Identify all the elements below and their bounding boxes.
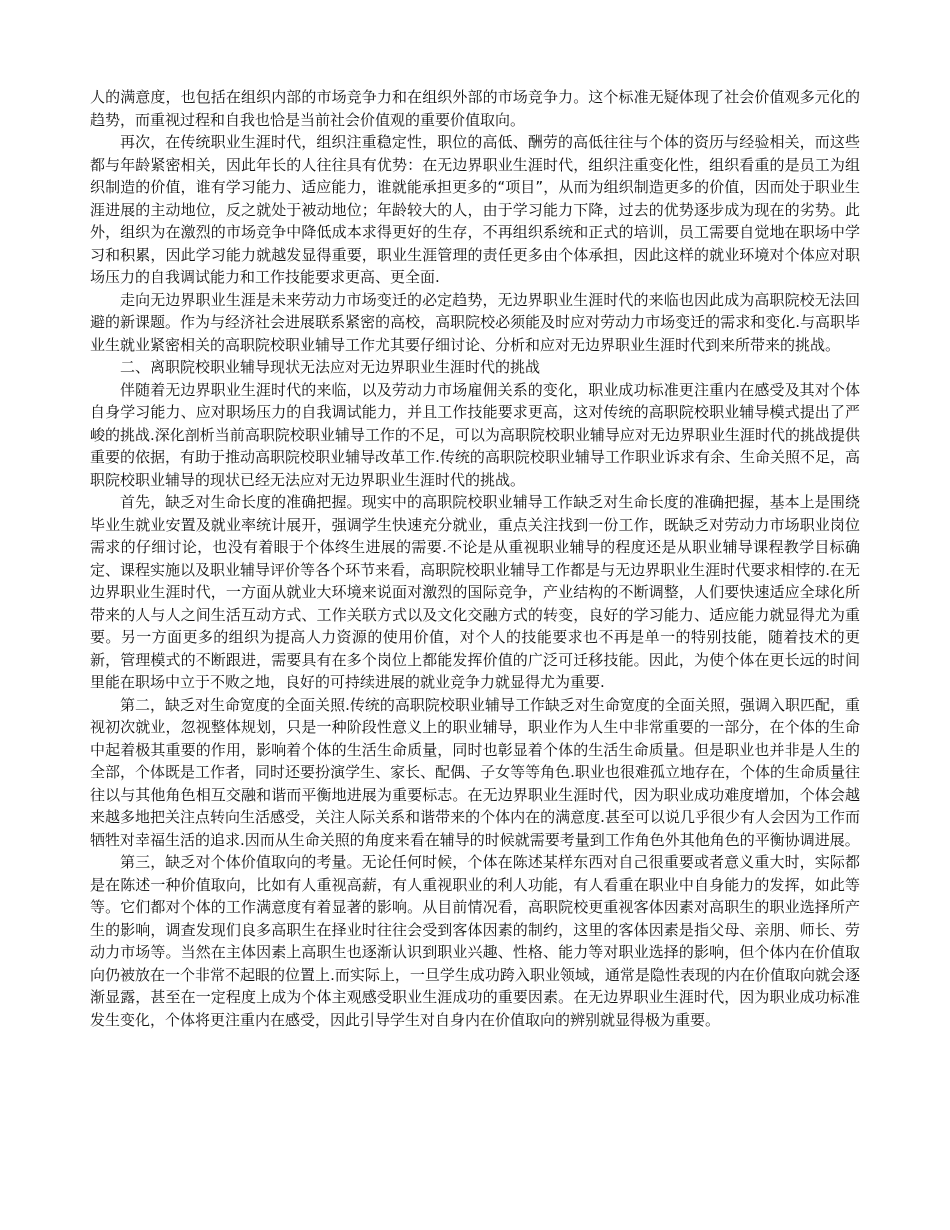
paragraph: 首先，缺乏对生命长度的准确把握。现实中的高职院校职业辅导工作缺乏对生命长度的准确把握，基本上是围绕毕业生就业安置及就业率统计展开，强调学生快速充分就业，重点关注找到一份工作，既缺乏对劳动力市场职业岗位需求的仔细讨论，也没有着眼于个体终生进展的需要.不论是从重视职业辅导的程度还是从职业辅导课程教学目标确定、课程实施以及职业辅导评价等各个环节来看，高职院校职业辅导工作都是与无边界职业生涯时代要求相悖的.在无边界职业生涯时代，一方面从就业大环境来说面对激烈的国际竞争，产业结构的不断调整，人们要快速适应全球化所带来的人与人之间生活互动方式、工作关联方式以及文化交融方式的转变，良好的学习能力、适应能力就显得尤为重要。另一方面更多的组织为提高人力资源的使用价值，对个人的技能要求也不再是单一的特别技能，随着技术的更新，管理模式的不断跟进，需要具有在多个岗位上都能发挥价值的广泛可迁移技能。因此，为使个体在更长远的时间里能在职场中立于不败之地，良好的可持续进展的就业竞争力就显得尤为重要. <box>90 493 860 691</box>
paragraph: 伴随着无边界职业生涯时代的来临，以及劳动力市场雇佣关系的变化，职业成功标准更注重内在感受及其对个体自身学习能力、应对职场压力的自我调试能力，并且工作技能要求更高，这对传统的高职院校职业辅导模式提出了严峻的挑战.深化剖析当前高职院校职业辅导工作的不足，可以为高职院校职业辅导应对无边界职业生涯时代的挑战提供重要的依据，有助于推动高职院校职业辅导改革工作.传统的高职院校职业辅导工作职业诉求有余、生命关照不足，高职院校职业辅导的现状已经无法应对无边界职业生涯时代的挑战。 <box>90 380 860 489</box>
paragraph: 走向无边界职业生涯是未来劳动力市场变迁的必定趋势，无边界职业生涯时代的来临也因此成为高职院校无法回避的新课题。作为与经济社会进展联系紧密的高校，高职院校必须能及时应对劳动力市场变迁的需求和变化.与高职毕业生就业紧密相关的高职院校职业辅导工作尤其要仔细讨论、分析和应对无边界职业生涯时代到来所带来的挑战。 <box>90 290 860 354</box>
document-body <box>90 86 860 1031</box>
paragraph: 再次，在传统职业生涯时代，组织注重稳定性，职位的高低、酬劳的高低往往与个体的资历与经验相关，而这些都与年龄紧密相关，因此年长的人往往具有优势：在无边界职业生涯时代，组织注重变化性，组织看重的是员工为组织制造的价值，谁有学习能力、适应能力，谁就能承担更多的“项目”，从而为组织制造更多的价值，因而处于职业生涯进展的主动地位，反之就处于被动地位；年龄较大的人，由于学习能力下降，过去的优势逐步成为现在的劣势。此外，组织为在激烈的市场竞争中降低成本求得更好的生存，不再组织系统和正式的培训，员工需要自觉地在职场中学习和积累，因此学习能力就越发显得重要，职业生涯管理的责任更多由个体承担，因此这样的就业环境对个体应对职场压力的自我调试能力和工作技能要求更高、更全面. <box>90 133 860 286</box>
paragraph: 第二，缺乏对生命宽度的全面关照.传统的高职院校职业辅导工作缺乏对生命宽度的全面关照，强调入职匹配，重视初次就业，忽视整体规划，只是一种阶段性意义上的职业辅导，职业作为人生中非常重要的一部分，在个体的生命中起着极其重要的作用，影响着个体的生活生命质量，同时也彰显着个体的生活生命质量。但是职业也并非是人生的全部，个体既是工作者，同时还要扮演学生、家长、配偶、子女等等角色.职业也很难孤立地存在，个体的生命质量往往以与其他角色相互交融和谐而平衡地进展为重要标志。在无边界职业生涯时代，因为职业成功难度增加，个体会越来越多地把关注点转向生活感受，关注人际关系和谐带来的个体内在的满意度.甚至可以说几乎很少有人会因为工作而牺牲对幸福生活的追求.因而从生命关照的角度来看在辅导的时候就需要考量到工作角色外其他角色的平衡协调进展。 <box>90 695 860 849</box>
paragraph: 第三，缺乏对个体价值取向的考量。无论任何时候，个体在陈述某样东西对自己很重要或者意义重大时，实际都是在陈述一种价值取向，比如有人重视高薪，有人重视职业的利人功能，有人看重在职业中自身能力的发挥，如此等等。它们都对个体的工作满意度有着显著的影响。从目前情况看，高职院校更重视客体因素对高职生的职业选择所产生的影响，调查发现们良多高职生在择业时往往会受到客体因素的制约，这里的客体因素是指父母、亲朋、师长、劳动力市场等。当然在主体因素上高职生也逐渐认识到职业兴趣、性格、能力等对职业选择的影响，但个体内在价值取向仍被放在一个非常不起眼的位置上.而实际上，一旦学生成功跨入职业领域，通常是隐性表现的内在价值取向就会逐渐显露，甚至在一定程度上成为个体主观感受职业生涯成功的重要因素。在无边界职业生涯时代，因为职业成功标准发生变化，个体将更注重内在感受，因此引导学生对自身内在价值取向的辨别就显得极为重要。 <box>90 853 860 1029</box>
paragraph-continuation: 人的满意度，也包括在组织内部的市场竞争力和在组织外部的市场竞争力。这个标准无疑体现了社会价值观多元化的趋势，而重视过程和自我也恰是当前社会价值观的重要价值取向。 <box>90 88 860 129</box>
section-heading: 二、离职院校职业辅导现状无法应对无边界职业生涯时代的挑战 <box>120 358 541 376</box>
